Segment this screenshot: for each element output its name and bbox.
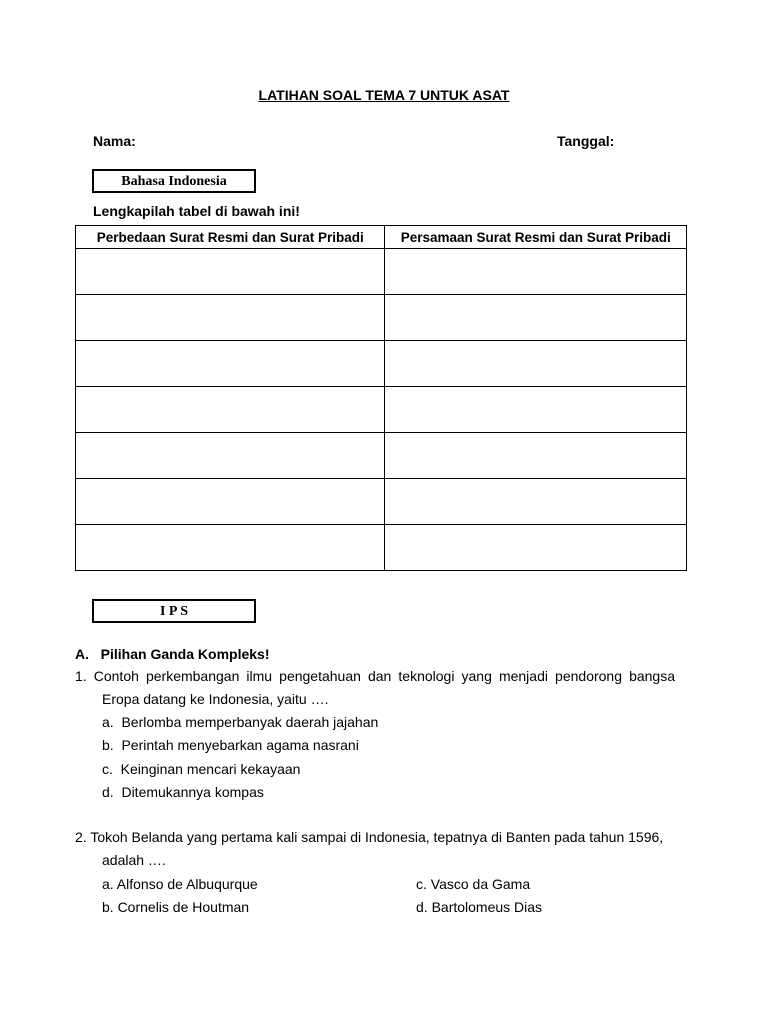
- question-2-option-d: d. Bartolomeus Dias: [416, 899, 543, 915]
- question-2-option-a: a. Alfonso de Albuqurque: [102, 876, 258, 892]
- table-row: [76, 433, 687, 479]
- table-cell[interactable]: [385, 341, 687, 387]
- table-row: [76, 249, 687, 295]
- question-2-option-b: b. Cornelis de Houtman: [102, 899, 250, 915]
- question-2-line-1: 2. Tokoh Belanda yang pertama kali sampai di Indonesia, tepatnya di Banten pada tahun 1596,: [75, 829, 664, 845]
- question-1-line-2: Eropa datang ke Indonesia, yaitu ….: [102, 691, 329, 707]
- page-title: LATIHAN SOAL TEMA 7 UNTUK ASAT: [258, 87, 510, 103]
- date-label: Tanggal:: [557, 133, 615, 149]
- table-cell[interactable]: [76, 525, 385, 571]
- table-row: [76, 525, 687, 571]
- comparison-table: [75, 225, 687, 571]
- subject-box-ips: I P S: [92, 599, 256, 623]
- question-2-option-c: c. Vasco da Gama: [416, 876, 531, 892]
- table-cell[interactable]: [385, 295, 687, 341]
- section-a-heading: A. Pilihan Ganda Kompleks!: [75, 646, 270, 662]
- table-cell[interactable]: [385, 479, 687, 525]
- name-label: Nama:: [93, 133, 136, 149]
- table-row: [76, 479, 687, 525]
- table-cell[interactable]: [76, 387, 385, 433]
- table-cell[interactable]: [76, 479, 385, 525]
- question-1-option-c: c. Keinginan mencari kekayaan: [102, 761, 301, 777]
- table-cell[interactable]: [385, 249, 687, 295]
- table-cell[interactable]: [76, 433, 385, 479]
- question-1-option-d: d. Ditemukannya kompas: [102, 784, 264, 800]
- question-2-line-2: adalah ….: [102, 852, 166, 868]
- table-row: [76, 341, 687, 387]
- column-header-similarities: Persamaan Surat Resmi dan Surat Pribadi: [385, 226, 687, 249]
- table-cell[interactable]: [385, 525, 687, 571]
- table-cell[interactable]: [76, 341, 385, 387]
- table-cell[interactable]: [385, 387, 687, 433]
- table-header-row: [76, 226, 687, 249]
- question-1-option-a: a. Berlomba memperbanyak daerah jajahan: [102, 714, 379, 730]
- subject-box-bahasa-indonesia: Bahasa Indonesia: [92, 169, 256, 193]
- column-header-differences: Perbedaan Surat Resmi dan Surat Pribadi: [76, 226, 385, 249]
- table-row: [76, 295, 687, 341]
- table-row: [76, 387, 687, 433]
- table-instruction: Lengkapilah tabel di bawah ini!: [93, 203, 300, 219]
- table-cell[interactable]: [76, 249, 385, 295]
- question-1-line-1: 1. Contoh perkembangan ilmu pengetahuan dan teknologi yang menjadi pendorong bangsa: [75, 668, 675, 684]
- table-cell[interactable]: [385, 433, 687, 479]
- table-cell[interactable]: [76, 295, 385, 341]
- question-1-option-b: b. Perintah menyebarkan agama nasrani: [102, 737, 359, 753]
